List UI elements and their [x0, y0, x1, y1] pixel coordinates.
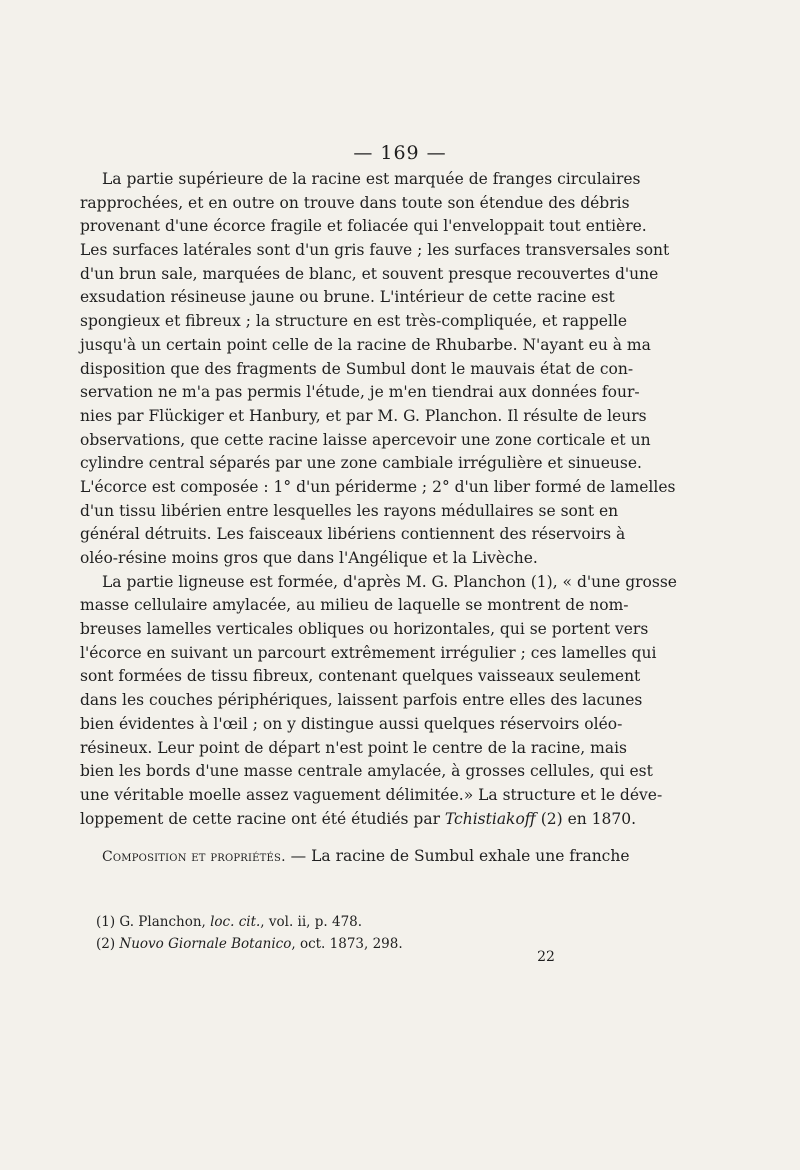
text-line: exsudation résineuse jaune ou brune. L'intérieur de cette racine est: [80, 288, 615, 307]
text-run: (1) G. Planchon,: [96, 914, 211, 930]
text-line: La partie ligneuse est formée, d'après M. G. Planchon (1), « d'une grosse: [102, 572, 677, 591]
section-heading: Composition et propriétés.: [102, 849, 286, 866]
footnote-1: [96, 911, 606, 933]
text-line: [80, 808, 637, 832]
text-line: une véritable moelle assez vaguement délimitée.» La structure et le déve-: [80, 785, 663, 804]
text-line: rapprochées, et en outre on trouve dans toute son étendue des débris: [80, 193, 630, 212]
text-line: Les surfaces latérales sont d'un gris fauve ; les surfaces transversales sont: [80, 241, 670, 260]
text-line: spongieux et fibreux ; la structure en est très-compliquée, et rappelle: [80, 312, 628, 331]
text-line: L'écorce est composée : 1° d'un périderme ; 2° d'un liber formé de lamelles: [80, 477, 676, 496]
text-line: servation ne m'a pas permis l'étude, je m'en tiendrai aux données four-: [80, 383, 640, 402]
text-line: résineux. Leur point de départ n'est point le centre de la racine, mais: [80, 738, 628, 757]
text-line: nies par Flückiger et Hanbury, et par M. G. Planchon. Il résulte de leurs: [80, 406, 647, 425]
journal-title: Nuovo Giornale Botanico: [119, 936, 292, 952]
text-run: , vol. ii, p. 478.: [260, 914, 363, 930]
text-line: bien évidentes à l'œil ; on y distingue aussi quelques réservoirs oléo-: [80, 714, 623, 733]
text-line: breuses lamelles verticales obliques ou horizontales, qui se portent vers: [80, 620, 649, 639]
text-run: (2) en 1870.: [535, 809, 637, 828]
text-line: provenant d'une écorce fragile et foliacée qui l'enveloppait tout entière.: [80, 217, 647, 236]
text-line: dans les couches périphériques, laissent parfois entre elles des lacunes: [80, 691, 643, 710]
signature-mark: 22: [537, 949, 555, 965]
text-run: — La racine de Sumbul exhale une franche: [285, 847, 630, 866]
section-heading-line: [80, 845, 630, 869]
text-line: l'écorce en suivant un parcourt extrêmement irrégulier ; ces lamelles qui: [80, 643, 657, 662]
body-text: [80, 168, 677, 869]
text-line: disposition que des fragments de Sumbul dont le mauvais état de con-: [80, 359, 634, 378]
text-line: La partie supérieure de la racine est marquée de franges circulaires: [102, 170, 641, 188]
text-line: oléo-résine moins gros que dans l'Angélique et la Livèche.: [80, 549, 538, 567]
text-line: observations, que cette racine laisse apercevoir une zone corticale et un: [80, 430, 651, 449]
text-line: sont formées de tissu fibreux, contenant quelques vaisseaux seulement: [80, 667, 641, 686]
text-line: cylindre central séparés par une zone cambiale irrégulière et sinueuse.: [80, 454, 642, 473]
author-name: Tchistiakoff: [444, 809, 536, 828]
text-line: bien les bords d'une masse centrale amylacée, à grosses cellules, qui est: [80, 762, 653, 781]
text-line: d'un tissu libérien entre lesquelles les rayons médullaires se sont en: [80, 501, 619, 520]
text-line: jusqu'à un certain point celle de la racine de Rhubarbe. N'ayant eu à ma: [80, 335, 651, 354]
text-line: général détruits. Les faisceaux libériens contiennent des réservoirs à: [80, 525, 626, 544]
citation-italic: loc. cit.: [210, 914, 261, 930]
text-line: d'un brun sale, marquées de blanc, et souvent presque recouvertes d'une: [80, 264, 659, 283]
text-run: , oct. 1873, 298.: [291, 936, 403, 952]
text-line: masse cellulaire amylacée, au milieu de laquelle se montrent de nom-: [80, 596, 629, 615]
text-run: loppement de cette racine ont été étudiés par: [80, 809, 445, 828]
page-number: — 169 —: [353, 142, 447, 164]
text-run: (2): [96, 936, 120, 952]
